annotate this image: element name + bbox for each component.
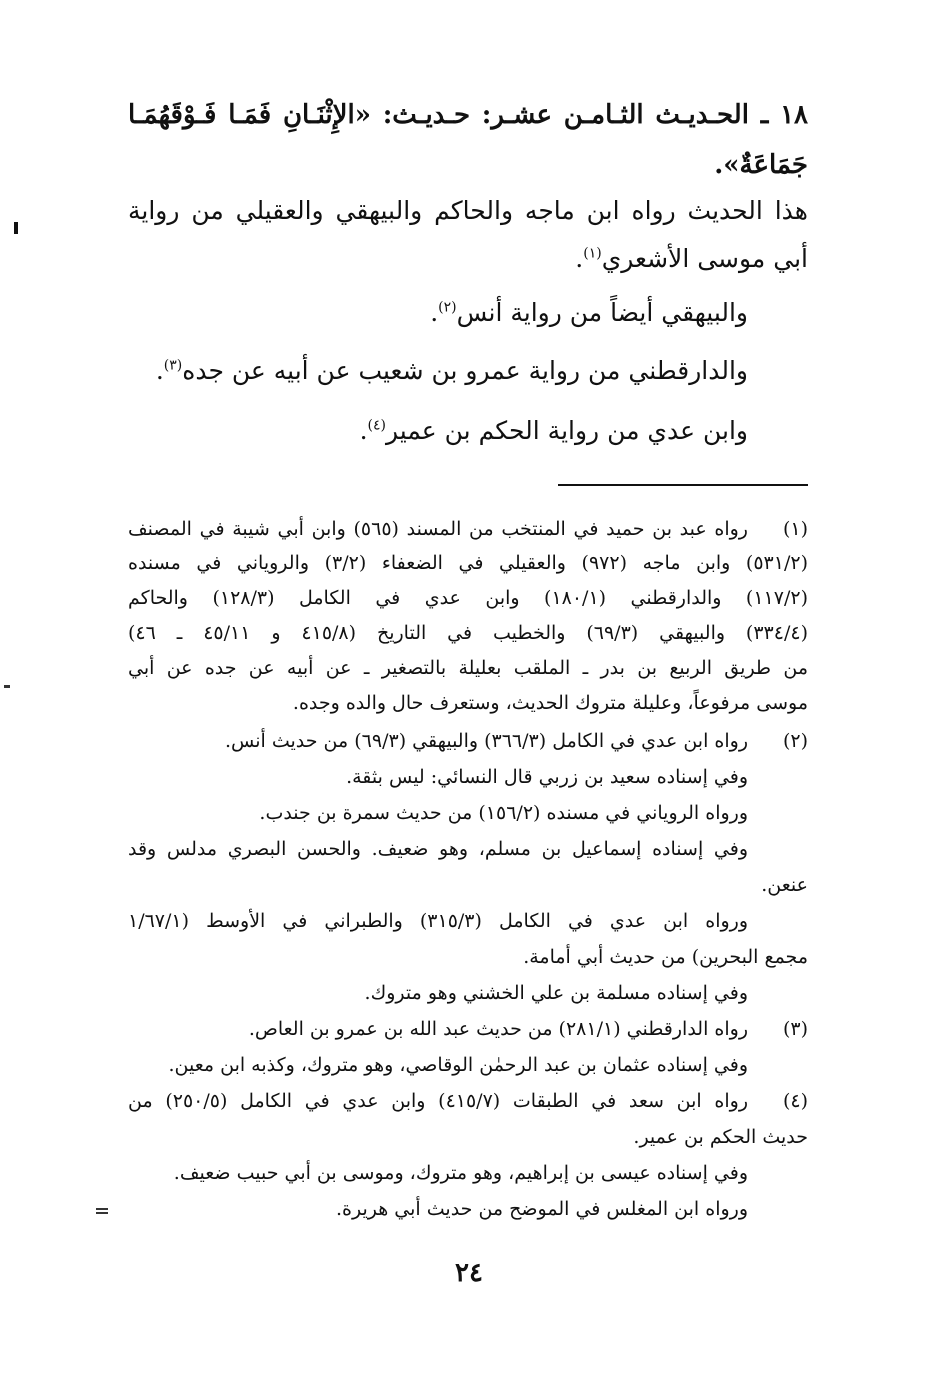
scan-artifact-mark <box>14 222 18 234</box>
footnote-separator <box>558 484 808 486</box>
footnote-ref-1[interactable]: (١) <box>583 245 602 262</box>
period: . <box>155 356 164 385</box>
footnote-2-line2: وفي إسناده سعيد بن زربي قال النسائي: ليس بثقة. <box>346 766 748 788</box>
footnote-ref-4[interactable]: (٤) <box>367 417 386 434</box>
footnote-1-line6: موسى مرفوعاً، وعليلة متروك الحديث، وستعرف حال والده وجده. <box>292 692 808 714</box>
footnote-3-line1: رواه الدارقطني (٢٨١/١) من حديث عبد الله بن عمرو بن العاص. <box>248 1018 748 1040</box>
footnote-number-4: (٤) <box>782 1090 808 1112</box>
footnote-1-line1: رواه عبد بن حميد في المنتخب من المسند (٥٦٥) وابن أبي شيبة في المصنف <box>128 518 748 540</box>
footnote-ref-2[interactable]: (٢) <box>438 299 457 316</box>
body-text: والدارقطني من رواية عمرو بن شعيب عن أبيه عن جده <box>182 356 748 385</box>
period: . <box>575 244 584 273</box>
body-paragraph-1-line1: هذا الحديث رواه ابن ماجه والحاكم والبيهقي والعقيلي من رواية <box>128 196 808 225</box>
footnote-2-line5: عنعن. <box>761 874 808 896</box>
footnote-number-3: (٣) <box>782 1018 808 1040</box>
footnote-1-line3: (١١٧/٢) والدارقطني (١٨٠/١) وابن عدي في الكامل (١٢٨/٣) والحاكم <box>128 587 808 609</box>
footnote-ref-3[interactable]: (٣) <box>163 357 183 374</box>
footnote-1-line2: (٥٣١/٢) وابن ماجه (٩٧٢) والعقيلي في الضعفاء (٣/٢) والروياني في مسنده <box>128 552 808 574</box>
body-paragraph-2 <box>430 298 748 327</box>
footnote-2-line3: ورواه الروياني في مسنده (١٥٦/٢) من حديث سمرة بن جندب. <box>259 802 748 824</box>
footnote-3-line2: وفي إسناده عثمان بن عبد الرحمٰن الوقاصي، وهو متروك، وكذبه ابن معين. <box>168 1054 748 1076</box>
period: . <box>430 298 439 327</box>
body-paragraph-4 <box>360 416 748 445</box>
footnote-2-line4: وفي إسناده إسماعيل بن مسلم، وهو ضعيف. والحسن البصري مدلس وقد <box>128 838 748 860</box>
footnote-number-1: (١) <box>782 518 808 540</box>
footnote-4-line2: حديث الحكم بن عمير. <box>633 1126 808 1148</box>
body-text: أبي موسى الأشعري <box>601 244 808 273</box>
body-text: والبيهقي أيضاً من رواية أنس <box>456 298 748 327</box>
period: . <box>359 416 368 445</box>
footnote-number-2: (٢) <box>782 730 808 752</box>
hadith-heading-line1: ١٨ ـ الحـديـث الثـامـن عشـر: حـديـث: «الإِثْنَـانِ فَمَـا فَـوْقَهُمَـا <box>128 100 808 130</box>
footnote-2-line6: ورواه ابن عدي في الكامل (٣١٥/٣) والطبراني في الأوسط (١/٦٧/١ <box>128 910 748 932</box>
body-text: وابن عدي من رواية الحكم بن عمير <box>385 416 748 445</box>
footnote-4-line3: وفي إسناده عيسى بن إبراهيم، وهو متروك، وموسى بن أبي حبيب ضعيف. <box>173 1162 748 1184</box>
footnote-1-line4: (٣٣٤/٤) والبيهقي (٦٩/٣) والخطيب في التاريخ (٤١٥/٨ و ٤٥/١١ ـ ٤٦) <box>128 622 808 644</box>
footnote-4-line4: ورواه ابن المغلس في الموضح من حديث أبي هريرة. <box>336 1198 748 1220</box>
body-paragraph-1-line2 <box>575 244 808 273</box>
footnote-2-line1: رواه ابن عدي في الكامل (٣٦٦/٣) والبيهقي (٦٩/٣) من حديث أنس. <box>224 730 748 752</box>
footnote-4-line1: رواه ابن سعد في الطبقات (٤١٥/٧) وابن عدي في الكامل (٢٥٠/٥) من <box>128 1090 748 1112</box>
footnote-2-line7: مجمع البحرين) من حديث أبي أمامة. <box>523 946 808 968</box>
scan-artifact-mark <box>96 1212 108 1214</box>
footnote-2-line8: وفي إسناده مسلمة بن علي الخشني وهو متروك. <box>364 982 748 1004</box>
footnote-1-line5: من طريق الربيع بن بدر ـ الملقب بعليلة بالتصغير ـ عن أبيه عن جده عن أبي <box>128 657 808 679</box>
scan-artifact-mark <box>96 1208 108 1210</box>
scan-artifact-mark <box>4 685 10 688</box>
body-paragraph-3 <box>156 356 748 385</box>
hadith-heading-line2: جَمَاعَةٌ». <box>714 150 808 180</box>
page-number: ٢٤ <box>455 1258 483 1288</box>
